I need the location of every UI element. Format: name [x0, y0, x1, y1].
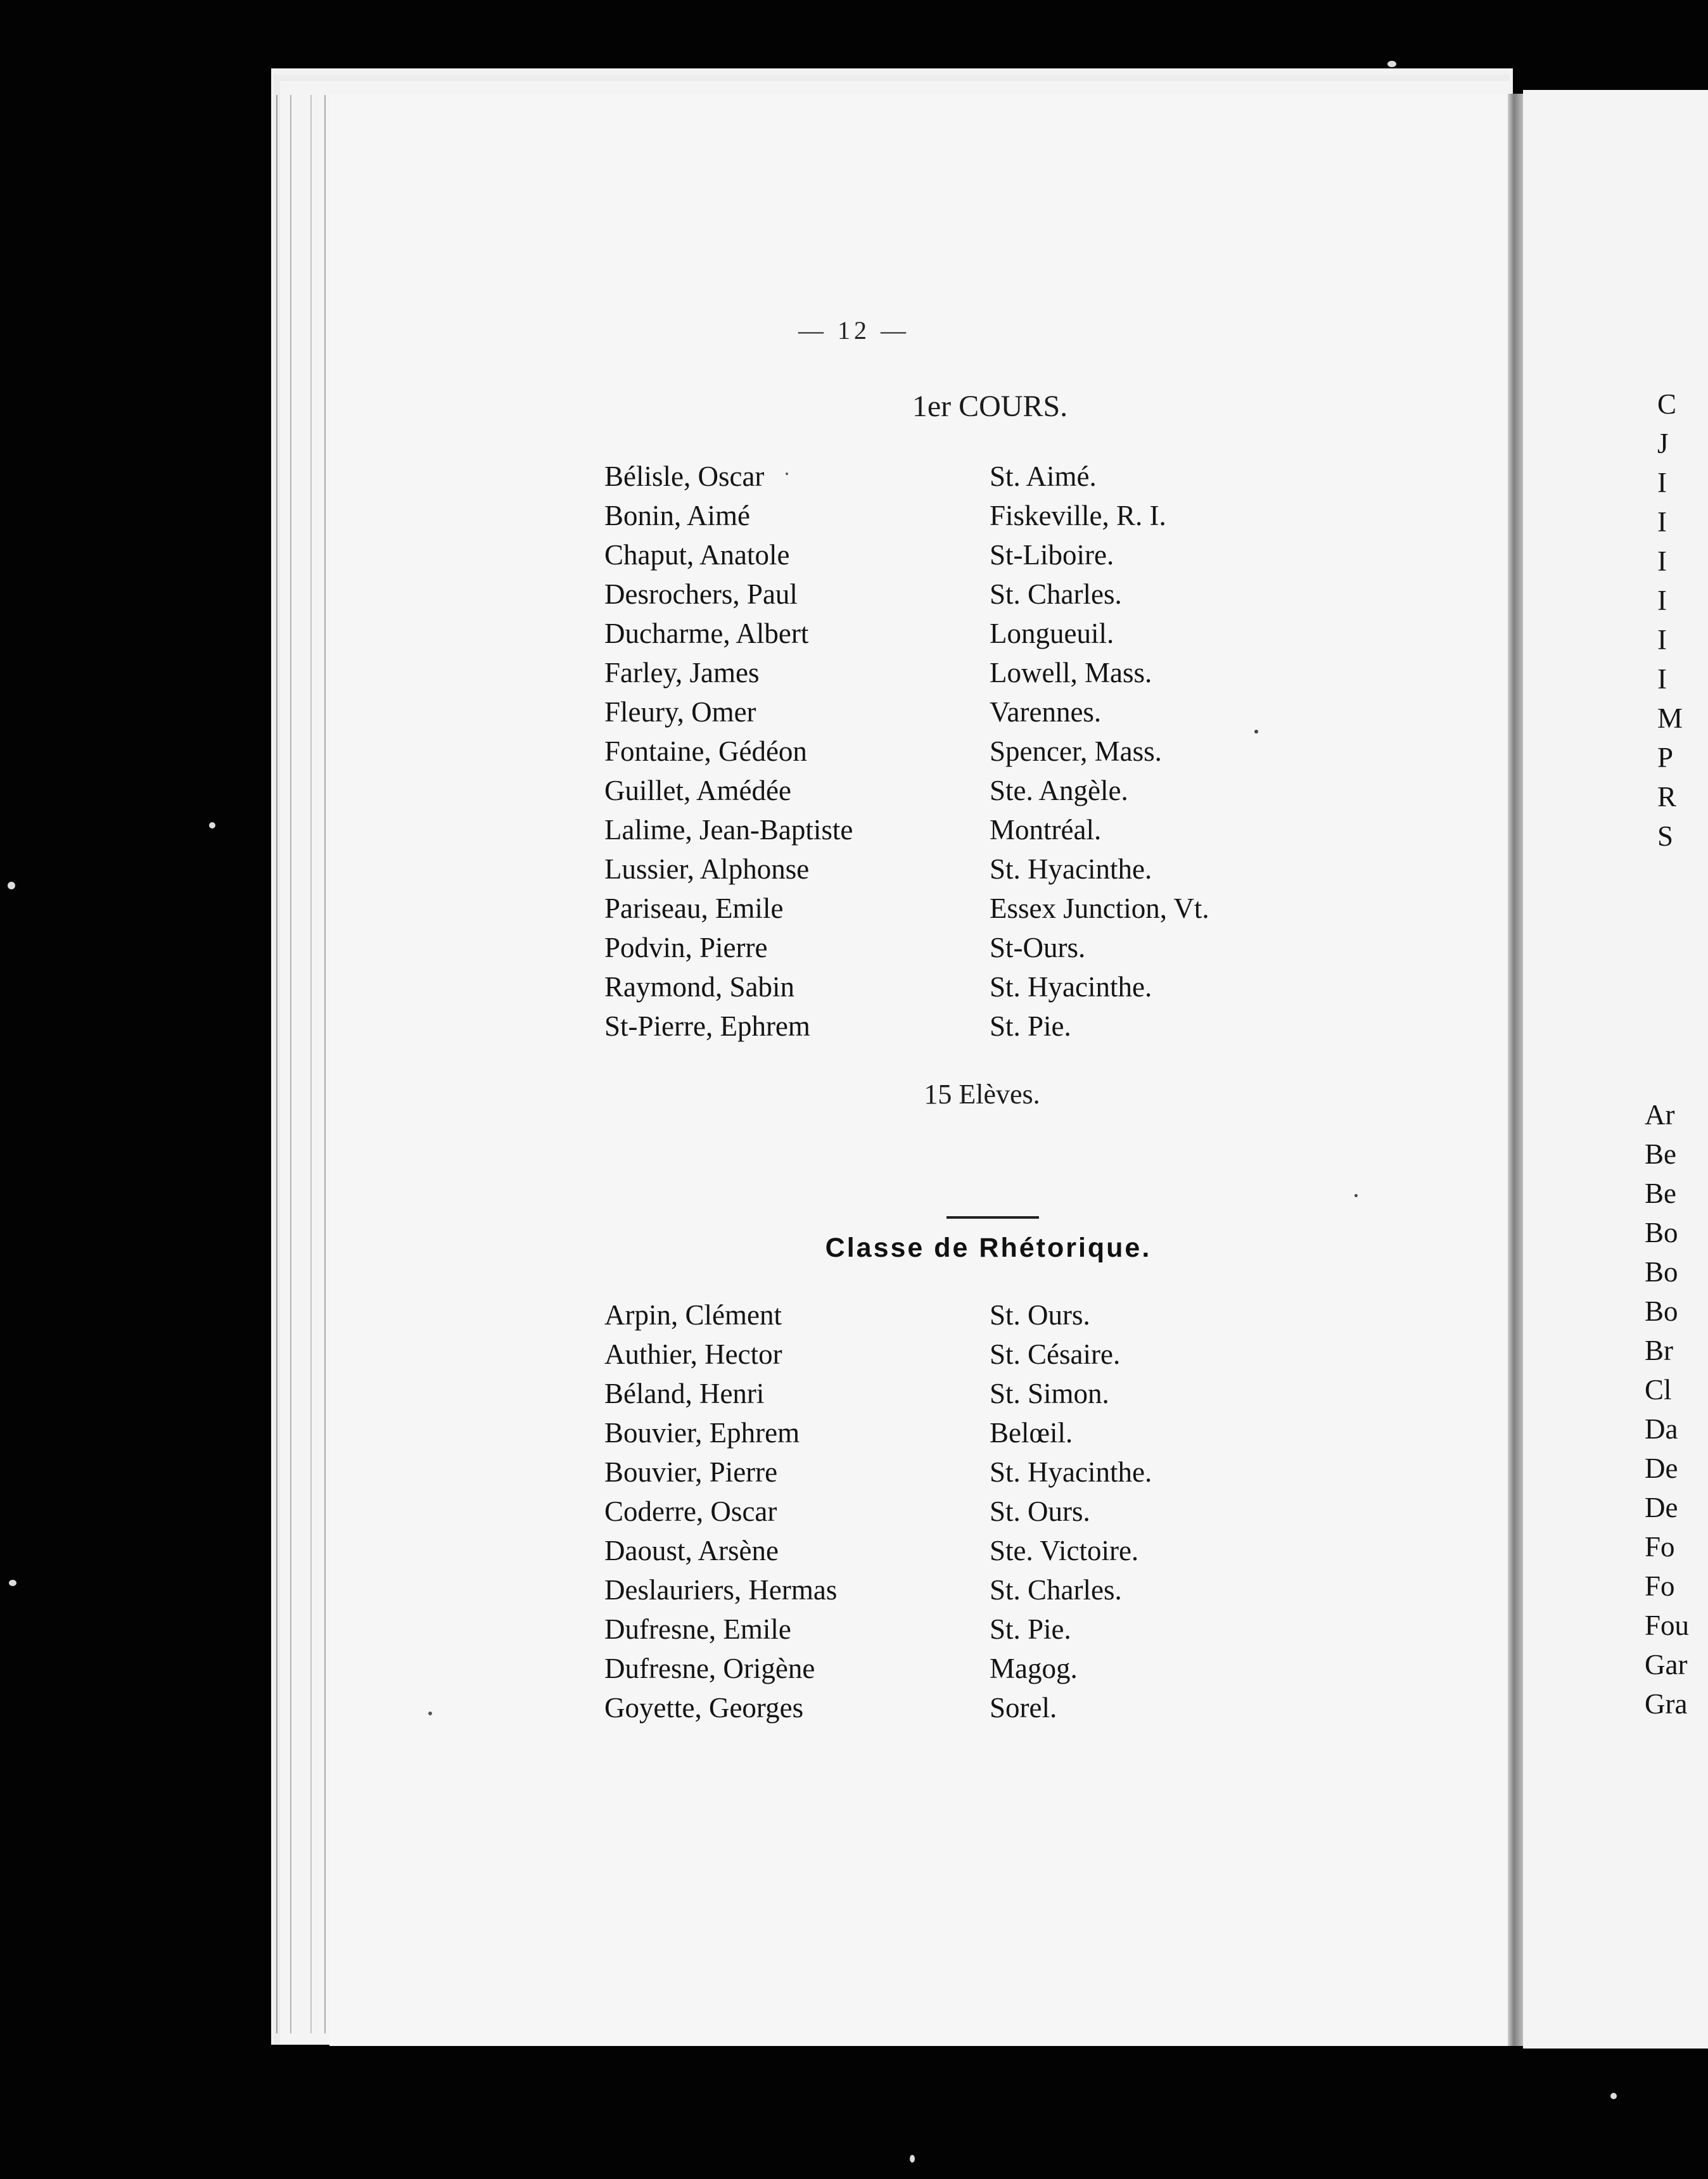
student-name: Lussier, Alphonse	[604, 853, 810, 885]
section-heading-rhetorique: Classe de Rhétorique.	[825, 1233, 1152, 1263]
right-page-text-fragment: I	[1657, 663, 1667, 695]
right-page-text-fragment: S	[1657, 820, 1674, 852]
student-row	[604, 1691, 1301, 1731]
student-name: Bouvier, Ephrem	[604, 1417, 800, 1449]
student-place: St. Hyacinthe.	[990, 1456, 1152, 1488]
right-page-text-fragment: Bo	[1645, 1295, 1678, 1327]
right-page-text-fragment: J	[1657, 428, 1669, 459]
student-name: Fleury, Omer	[604, 696, 756, 728]
student-row	[604, 617, 1301, 656]
right-page-text-fragment: Gar	[1645, 1649, 1688, 1680]
student-row	[604, 970, 1301, 1010]
student-row	[604, 1534, 1301, 1573]
student-row	[604, 1495, 1301, 1534]
student-name: Lalime, Jean-Baptiste	[604, 814, 853, 846]
student-name: Podvin, Pierre	[604, 932, 768, 963]
right-page-text-fragment: Fou	[1645, 1610, 1690, 1641]
right-page-text-fragment: De	[1645, 1452, 1678, 1484]
student-row	[604, 1338, 1301, 1377]
student-row	[604, 774, 1301, 813]
student-place: St. Charles.	[990, 1574, 1122, 1606]
page-number: — 12 —	[798, 316, 910, 345]
student-name: Goyette, Georges	[604, 1692, 804, 1724]
page-edge-line	[324, 95, 326, 2033]
student-place: St. Aimé.	[990, 461, 1097, 492]
student-place: Fiskeville, R. I.	[990, 500, 1166, 531]
right-page-text-fragment: Fo	[1645, 1531, 1675, 1563]
student-row	[604, 1416, 1301, 1456]
student-name: Pariseau, Emile	[604, 893, 784, 924]
left-page	[329, 94, 1514, 2046]
student-row	[604, 1010, 1301, 1049]
student-name: Raymond, Sabin	[604, 971, 794, 1003]
student-place: Essex Junction, Vt.	[990, 893, 1209, 924]
right-page-text-fragment: P	[1657, 742, 1674, 773]
student-name: St-Pierre, Ephrem	[604, 1010, 810, 1042]
student-name: Dufresne, Origène	[604, 1653, 815, 1684]
book-gutter	[1508, 94, 1523, 2046]
student-place: St. Charles.	[990, 578, 1122, 610]
dust-speck	[910, 2155, 915, 2163]
right-page-text-fragment: Cl	[1645, 1374, 1672, 1406]
student-place: Sorel.	[990, 1692, 1057, 1724]
right-page-text-fragment: Be	[1645, 1138, 1676, 1170]
student-place: St-Ours.	[990, 932, 1086, 963]
dust-speck	[1387, 61, 1396, 67]
student-name: Fontaine, Gédéon	[604, 735, 807, 767]
student-place: Longueuil.	[990, 618, 1114, 649]
dust-speck	[428, 1712, 432, 1715]
student-row	[604, 813, 1301, 853]
student-name: Authier, Hector	[604, 1338, 782, 1370]
dust-speck	[209, 822, 215, 829]
student-name: Daoust, Arsène	[604, 1535, 779, 1566]
student-place: Varennes.	[990, 696, 1102, 728]
student-place: Ste. Angèle.	[990, 775, 1128, 806]
student-row	[604, 538, 1301, 578]
student-name: Arpin, Clément	[604, 1299, 782, 1331]
dust-speck	[8, 882, 15, 889]
student-row	[604, 696, 1301, 735]
student-place: Magog.	[990, 1653, 1078, 1684]
student-place: St-Liboire.	[990, 539, 1114, 571]
right-page-text-fragment: C	[1657, 388, 1677, 420]
section-heading-cours: 1er COURS.	[912, 390, 1068, 423]
student-name: Guillet, Amédée	[604, 775, 791, 806]
student-place: Montréal.	[990, 814, 1102, 846]
student-row	[604, 1652, 1301, 1691]
student-name: Ducharme, Albert	[604, 618, 809, 649]
right-page-text-fragment: I	[1657, 545, 1667, 577]
student-name: Desrochers, Paul	[604, 578, 798, 610]
right-page-text-fragment: Ar	[1645, 1099, 1675, 1131]
right-page-text-fragment: Gra	[1645, 1688, 1688, 1720]
student-name: Bonin, Aimé	[604, 500, 751, 531]
student-place: Lowell, Mass.	[990, 657, 1152, 689]
student-place: St. Césaire.	[990, 1338, 1121, 1370]
right-page-text-fragment: Br	[1645, 1335, 1673, 1366]
student-place: St. Pie.	[990, 1010, 1071, 1042]
student-row	[604, 1456, 1301, 1495]
student-row	[604, 1377, 1301, 1416]
right-page-bottom-column	[1645, 1098, 1708, 1727]
student-row	[604, 460, 1301, 499]
right-page-text-fragment: Fo	[1645, 1570, 1675, 1602]
page-edge-line	[276, 95, 277, 2033]
section-divider	[946, 1216, 1039, 1219]
student-place: St. Hyacinthe.	[990, 971, 1152, 1003]
student-count: 15 Elèves.	[924, 1079, 1040, 1110]
dust-speck	[1610, 2093, 1617, 2099]
student-place: St. Hyacinthe.	[990, 853, 1152, 885]
student-name: Bouvier, Pierre	[604, 1456, 778, 1488]
student-row	[604, 735, 1301, 774]
dust-speck	[1254, 730, 1258, 734]
dust-speck	[786, 473, 788, 475]
student-row	[604, 892, 1301, 931]
student-name: Coderre, Oscar	[604, 1496, 777, 1527]
student-name: Dufresne, Emile	[604, 1613, 791, 1645]
right-page-top-column	[1657, 388, 1708, 859]
student-row	[604, 853, 1301, 892]
right-page-text-fragment: Da	[1645, 1413, 1678, 1445]
student-name: Farley, James	[604, 657, 760, 689]
student-row	[604, 656, 1301, 696]
student-row	[604, 1613, 1301, 1652]
right-page-text-fragment: Bo	[1645, 1256, 1678, 1288]
right-page-text-fragment: I	[1657, 467, 1667, 499]
student-place: St. Ours.	[990, 1496, 1090, 1527]
right-page-text-fragment: I	[1657, 506, 1667, 538]
student-name: Chaput, Anatole	[604, 539, 790, 571]
student-row	[604, 1299, 1301, 1338]
student-name: Bélisle, Oscar	[604, 461, 765, 492]
page-edge-line	[310, 95, 312, 2033]
dust-speck	[9, 1580, 16, 1586]
student-name: Béland, Henri	[604, 1378, 765, 1409]
right-page	[1523, 90, 1708, 2049]
rhetorique-student-list	[604, 1299, 1301, 1731]
right-page-text-fragment: De	[1645, 1492, 1678, 1523]
student-place: St. Pie.	[990, 1613, 1071, 1645]
student-row	[604, 1573, 1301, 1613]
student-row	[604, 578, 1301, 617]
student-place: Belœil.	[990, 1417, 1073, 1449]
student-place: Ste. Victoire.	[990, 1535, 1139, 1566]
right-page-text-fragment: Bo	[1645, 1217, 1678, 1248]
right-page-text-fragment: I	[1657, 624, 1667, 656]
student-row	[604, 931, 1301, 970]
student-place: St. Simon.	[990, 1378, 1109, 1409]
student-place: St. Ours.	[990, 1299, 1090, 1331]
student-place: Spencer, Mass.	[990, 735, 1162, 767]
right-page-text-fragment: I	[1657, 585, 1667, 616]
right-page-text-fragment: M	[1657, 702, 1683, 734]
cours-student-list	[604, 460, 1301, 1049]
right-page-text-fragment: Be	[1645, 1178, 1676, 1209]
student-row	[604, 499, 1301, 538]
right-page-text-fragment: R	[1657, 781, 1677, 813]
dust-speck	[1354, 1194, 1358, 1197]
page-edge-line	[290, 95, 291, 2033]
student-name: Deslauriers, Hermas	[604, 1574, 838, 1606]
